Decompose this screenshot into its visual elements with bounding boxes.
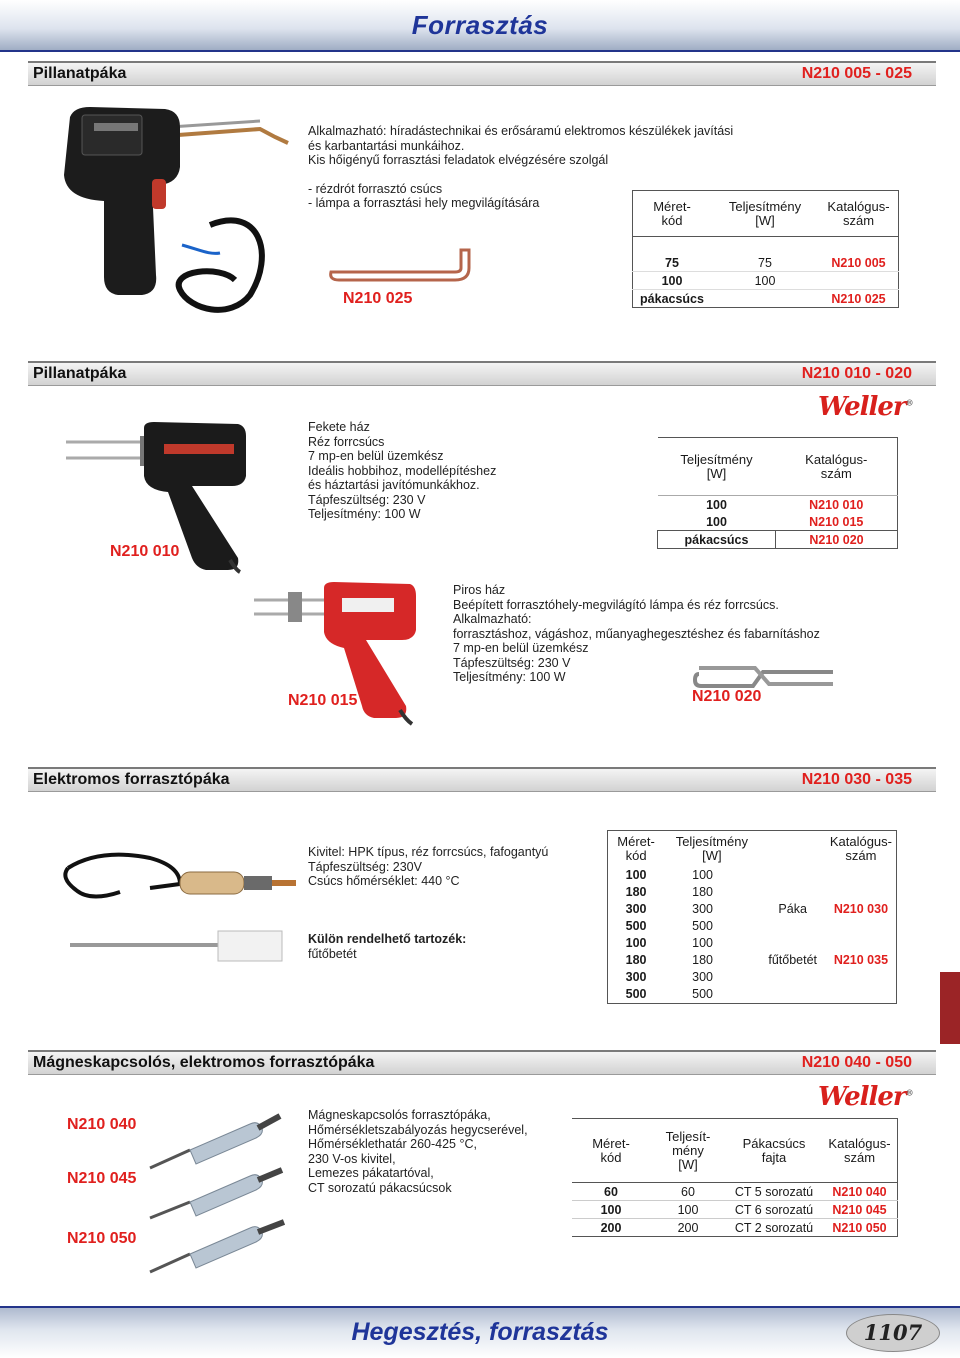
brand-name: Weller [818, 1082, 906, 1112]
cell [826, 918, 897, 935]
image-label-n210-010: N210 010 [110, 543, 180, 560]
col-header: Teljesít- mény [W] [665, 1128, 711, 1172]
table-row [633, 272, 899, 290]
table-header-row [658, 438, 898, 496]
section-code: N210 030 - 035 [801, 771, 912, 788]
desc-line: Kis hőigényű forrasztási feladatok elvégzésére szolgál [308, 153, 609, 167]
desc-line: Kivitel: HPK típus, réz forrcsúcs, fafogantyú [308, 845, 549, 859]
soldering-gun-image [60, 105, 300, 325]
cell: 100 [625, 868, 647, 882]
desc-line: Alkalmazható: híradástechnikai és erősáramú elektromos készülékek javítási [308, 124, 734, 138]
cell: N210 045 [832, 1202, 887, 1217]
desc-line: Tápfeszültség: 230 V [453, 655, 571, 670]
weller-logo: Weller® [818, 392, 913, 422]
cell: 100 [706, 497, 727, 512]
cell [819, 272, 899, 290]
cell: 75 [665, 255, 679, 270]
desc-spacer [308, 168, 733, 182]
cell: 500 [625, 987, 647, 1001]
cell [826, 969, 897, 986]
cell [826, 867, 897, 884]
table-row [608, 884, 897, 901]
accessory-title: Külön rendelhető tartozék: [308, 932, 467, 946]
table-row [608, 986, 897, 1004]
cell: 180 [692, 953, 714, 967]
desc-line: Réz forrcsúcs [308, 434, 385, 449]
cell [760, 884, 826, 901]
table-row [608, 918, 897, 935]
col-header: Teljesítmény [W] [680, 451, 753, 481]
page-number: 1107 [846, 1314, 940, 1352]
desc-line: CT sorozatú pákacsúcsok [308, 1180, 452, 1195]
desc-line: Teljesítmény: 100 W [453, 670, 566, 684]
desc-line: - rézdrót forrasztó csúcs [308, 181, 443, 196]
cell: 500 [692, 919, 714, 933]
col-header: Méret- kód [617, 833, 655, 863]
weller-logo: Weller® [818, 1082, 913, 1112]
table-row [658, 513, 898, 531]
desc-line: - lámpa a forrasztási hely megvilágítására [308, 196, 540, 210]
cell: 100 [625, 936, 647, 950]
image-label-n210-020: N210 020 [692, 688, 762, 705]
cell [826, 935, 897, 952]
cell: CT 6 sorozatú [734, 1202, 814, 1217]
col-header: Méret- kód [653, 198, 691, 228]
heating-element-image [68, 925, 288, 965]
cell [760, 986, 826, 1004]
cell: N210 020 [809, 532, 864, 547]
cell: 100 [600, 1202, 622, 1217]
section-header-2 [28, 361, 936, 386]
desc-line: Alkalmazható: [453, 612, 532, 626]
cell: 100 [706, 514, 727, 529]
section-code: N210 005 - 025 [801, 65, 912, 82]
cell: N210 040 [832, 1184, 887, 1199]
desc-line: Piros ház [453, 583, 506, 597]
cell: CT 2 sorozatú [734, 1220, 814, 1235]
col-header: Katalógus- szám [827, 198, 890, 228]
cell: CT 5 sorozatú [734, 1184, 814, 1199]
desc-line: Hőmérséklethatár 260-425 °C, [308, 1137, 477, 1151]
col-header: Katalógus- szám [828, 1135, 891, 1165]
accessory-note [308, 932, 466, 961]
col-header: Pákacsúcs fajta [742, 1135, 806, 1165]
col-header [760, 831, 826, 867]
brand-name: Weller [818, 392, 906, 422]
spec-table-2 [657, 437, 898, 549]
spec-table-1 [632, 190, 899, 308]
cell: N210 025 [831, 291, 886, 306]
section-3-description [308, 845, 548, 889]
table-row [608, 969, 897, 986]
cell: 100 [661, 273, 683, 288]
cell: Páka [778, 902, 807, 916]
cell: 300 [692, 970, 714, 984]
cell [760, 867, 826, 884]
desc-line: és háztartási javítómunkákhoz. [308, 478, 480, 492]
cell [760, 935, 826, 952]
cell: 500 [692, 987, 714, 1001]
cell: N210 005 [831, 255, 886, 270]
spec-table-3 [607, 830, 897, 1004]
magnetic-soldering-irons-image [140, 1098, 300, 1278]
cell: 300 [692, 902, 714, 916]
accessory-value: fűtőbetét [308, 946, 357, 961]
desc-line: Fekete ház [308, 420, 370, 434]
cell: 500 [625, 919, 647, 933]
cell: 75 [758, 255, 772, 270]
desc-line: 230 V-os kivitel, [308, 1151, 396, 1166]
desc-line: Teljesítmény: 100 W [308, 507, 421, 521]
cell [826, 986, 897, 1004]
cell [711, 290, 819, 308]
cell: 100 [692, 936, 714, 950]
table-row [608, 901, 897, 918]
cell: 60 [604, 1184, 618, 1199]
table-header-row [608, 831, 897, 867]
section-code: N210 010 - 020 [801, 365, 912, 382]
footer-title: Hegesztés, forrasztás [351, 1318, 609, 1346]
cell [760, 969, 826, 986]
cell: N210 050 [832, 1220, 887, 1235]
col-header: Teljesítmény [W] [728, 198, 802, 228]
table-header-row [633, 191, 899, 237]
electric-soldering-iron-image [60, 848, 300, 918]
desc-line: Beépített forrasztóhely-megvilágító lámpa és réz forrcsúcs. [453, 597, 779, 612]
table-header-row [572, 1119, 898, 1183]
cell: N210 030 [833, 902, 889, 916]
sidebar-tab [940, 972, 960, 1044]
image-label-n210-015: N210 015 [288, 692, 358, 709]
desc-line: Tápfeszültség: 230V [308, 859, 422, 874]
section-header-4 [28, 1050, 936, 1075]
image-label-n210-040: N210 040 [67, 1116, 137, 1133]
col-header: Méret- kód [592, 1135, 630, 1165]
cell: 200 [600, 1220, 622, 1235]
cell: 180 [625, 885, 647, 899]
desc-line: 7 mp-en belül üzemkész [308, 449, 444, 463]
desc-line: Mágneskapcsolós forrasztópáka, [308, 1108, 491, 1122]
cell: 180 [692, 885, 714, 899]
table-row [658, 531, 898, 549]
section-header-3 [28, 767, 936, 792]
cell: N210 035 [833, 953, 889, 967]
section-title: Pillanatpáka [33, 365, 127, 382]
desc-line: Ideális hobbihoz, modellépítéshez [308, 463, 497, 478]
section-2-description [308, 420, 496, 522]
table-row [572, 1183, 898, 1201]
table-row [608, 867, 897, 884]
cell: 300 [625, 970, 647, 984]
desc-line: forrasztáshoz, vágáshoz, műanyaghegesztéshez és fabarnításhoz [453, 626, 820, 641]
section-code: N210 040 - 050 [801, 1054, 912, 1071]
cell: 100 [754, 273, 776, 288]
table-row [608, 935, 897, 952]
desc-line: Hőmérsékletszabályozás hegycserével, [308, 1122, 528, 1137]
section-4-description [308, 1108, 528, 1195]
table-row [633, 254, 899, 272]
desc-line: Csúcs hőmérséklet: 440 °C [308, 874, 460, 888]
table-row [572, 1219, 898, 1237]
desc-line: 7 mp-en belül üzemkész [453, 641, 589, 655]
col-header: Katalógus- szám [805, 451, 868, 481]
col-header: Teljesítmény [W] [675, 833, 748, 863]
section-header-1 [28, 61, 936, 86]
desc-line: Tápfeszültség: 230 V [308, 492, 426, 507]
cell: 100 [677, 1202, 699, 1217]
cell: 60 [681, 1184, 695, 1199]
spec-table-4 [572, 1118, 898, 1237]
copper-tip-image [325, 244, 475, 288]
cell: 300 [625, 902, 647, 916]
table-spacer [633, 237, 899, 255]
cell: pákacsúcs [658, 531, 776, 549]
cell: 200 [677, 1220, 699, 1235]
desc-line: Lemezes pákatartóval, [308, 1166, 434, 1180]
cell: 180 [625, 953, 647, 967]
cell: 100 [692, 868, 714, 882]
cell [760, 918, 826, 935]
cell: pákacsúcs [640, 291, 704, 306]
cell [826, 884, 897, 901]
image-label-n210-025: N210 025 [343, 290, 413, 307]
desc-line: és karbantartási munkáihoz. [308, 138, 465, 153]
section-title: Mágneskapcsolós, elektromos forrasztópáka [33, 1054, 375, 1071]
table-row [572, 1201, 898, 1219]
image-label-n210-045: N210 045 [67, 1170, 137, 1187]
col-header: Katalógus- szám [829, 833, 892, 863]
section-title: Elektromos forrasztópáka [33, 771, 230, 788]
table-row [633, 290, 899, 308]
cell: N210 015 [809, 514, 864, 529]
table-row [608, 952, 897, 969]
section-title: Pillanatpáka [33, 65, 127, 82]
image-label-n210-050: N210 050 [67, 1230, 137, 1247]
table-row [658, 496, 898, 514]
cell: N210 010 [809, 497, 864, 512]
page-title: Forrasztás [411, 10, 549, 40]
cell: fűtőbetét [768, 953, 817, 967]
